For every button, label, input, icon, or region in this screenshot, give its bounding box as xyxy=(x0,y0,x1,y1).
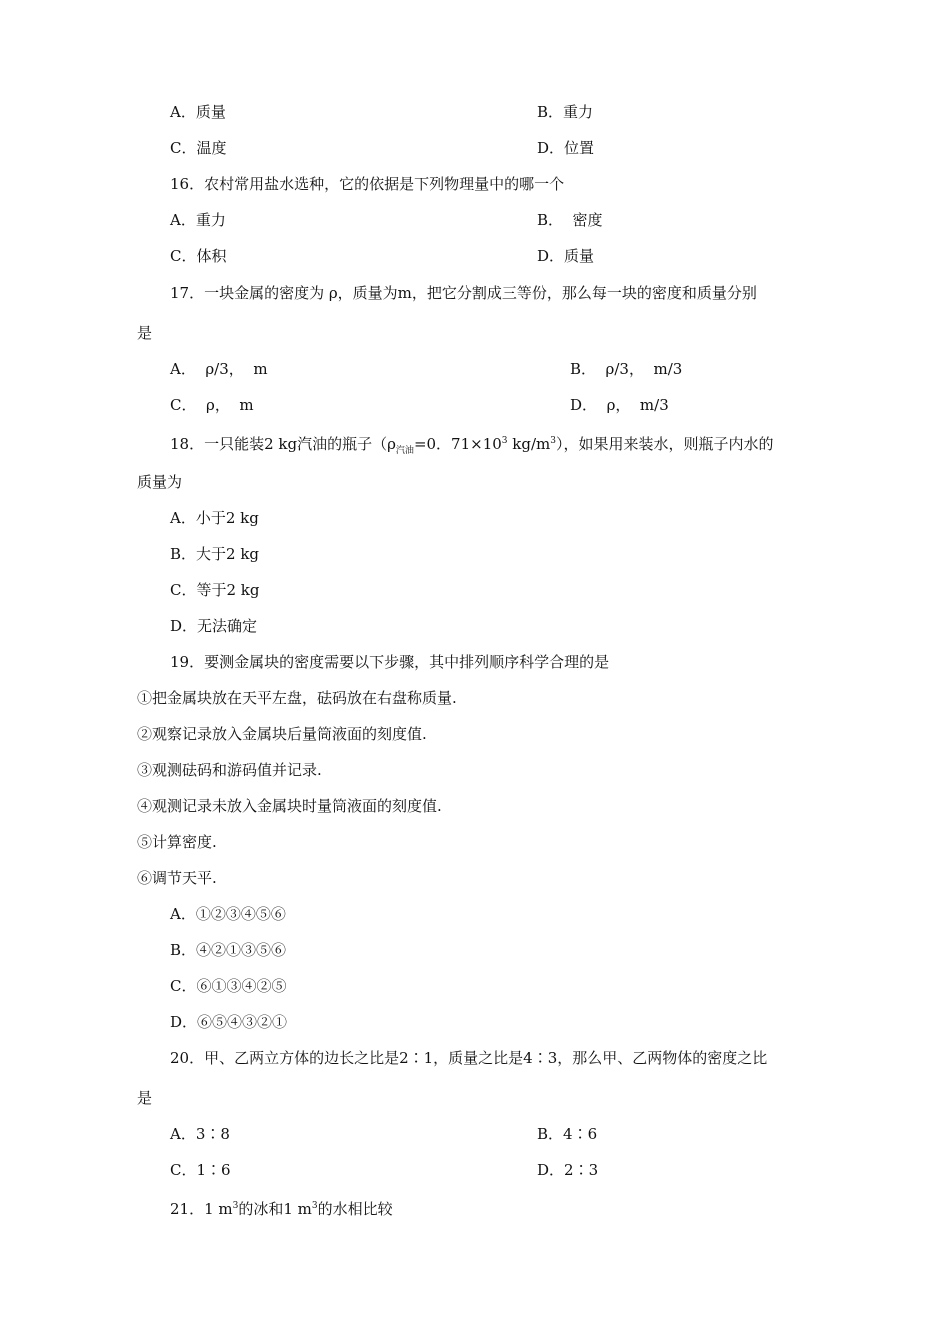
q18-option-d: D．无法确定 xyxy=(170,617,258,635)
q19-option-a: A．①②③④⑤⑥ xyxy=(170,905,286,923)
q18-option-a: A．小于2 kg xyxy=(170,509,259,527)
q16-option-a: A．重力 xyxy=(170,211,226,229)
q19-step-5: ⑤计算密度. xyxy=(137,833,217,851)
q16-stem: 16．农村常用盐水选种，它的依据是下列物理量中的哪一个 xyxy=(170,175,565,193)
q18-stem-sub: 汽油 xyxy=(395,446,414,456)
q18-stem-sup1: 3 xyxy=(501,436,508,446)
q19-step-3: ③观测砝码和游码值并记录. xyxy=(137,761,322,779)
q17-option-a: A． ρ/3， m xyxy=(170,360,268,378)
q15-option-b: B．重力 xyxy=(537,103,594,121)
q15-option-c: C．温度 xyxy=(170,139,227,157)
q20-stem: 20．甲、乙两立方体的边长之比是2∶1，质量之比是4∶3，那么甲、乙两物体的密度之比 xyxy=(170,1049,768,1067)
q17-option-d: D． ρ， m/3 xyxy=(570,396,669,414)
q18-option-c: C．等于2 kg xyxy=(170,581,260,599)
q18-stem xyxy=(170,431,774,461)
q18-stem-cont: 质量为 xyxy=(137,473,183,491)
q16-option-d: D．质量 xyxy=(537,247,595,265)
q21-stem-pre: 21．1 m xyxy=(170,1200,233,1218)
q20-option-a: A．3∶8 xyxy=(170,1125,230,1143)
q18-stem-mid: =0．71×10 xyxy=(413,435,502,453)
q18-stem-pre: 18．一只能装2 kg汽油的瓶子（ρ xyxy=(170,435,396,453)
q19-option-d: D．⑥⑤④③②① xyxy=(170,1013,288,1031)
q17-stem: 17．一块金属的密度为 ρ，质量为m，把它分割成三等份，那么每一块的密度和质量分别 xyxy=(170,284,757,302)
q18-stem-sup2: 3 xyxy=(550,436,557,446)
q15-option-a: A．质量 xyxy=(170,103,226,121)
q19-option-b: B．④②①③⑤⑥ xyxy=(170,941,287,959)
q20-option-b: B．4∶6 xyxy=(537,1125,598,1143)
q18-option-b: B．大于2 kg xyxy=(170,545,260,563)
q17-stem-cont: 是 xyxy=(137,324,153,342)
q19-step-2: ②观察记录放入金属块后量筒液面的刻度值. xyxy=(137,725,427,743)
q19-step-4: ④观测记录未放入金属块时量筒液面的刻度值. xyxy=(137,797,442,815)
q15-option-d: D．位置 xyxy=(537,139,595,157)
q21-stem-sup2: 3 xyxy=(311,1201,318,1211)
q16-option-b: B． 密度 xyxy=(537,211,603,229)
q21-stem-sup1: 3 xyxy=(232,1201,239,1211)
q20-stem-cont: 是 xyxy=(137,1089,153,1107)
q19-stem: 19．要测金属块的密度需要以下步骤，其中排列顺序科学合理的是 xyxy=(170,653,610,671)
q18-stem-mid2: kg/m xyxy=(507,435,551,453)
q19-option-c: C．⑥①③④②⑤ xyxy=(170,977,287,995)
q19-step-6: ⑥调节天平. xyxy=(137,869,217,887)
q17-option-c: C． ρ， m xyxy=(170,396,254,414)
q21-stem-mid: 的冰和1 m xyxy=(238,1200,312,1218)
q20-option-d: D．2∶3 xyxy=(537,1161,599,1179)
q16-option-c: C．体积 xyxy=(170,247,227,265)
q21-stem xyxy=(170,1196,393,1219)
q20-option-c: C．1∶6 xyxy=(170,1161,231,1179)
q21-stem-post: 的水相比较 xyxy=(317,1200,393,1218)
q17-option-b: B． ρ/3， m/3 xyxy=(570,360,683,378)
q18-stem-post: ），如果用来装水，则瓶子内水的 xyxy=(556,435,774,453)
q19-step-1: ①把金属块放在天平左盘，砝码放在右盘称质量. xyxy=(137,689,457,707)
